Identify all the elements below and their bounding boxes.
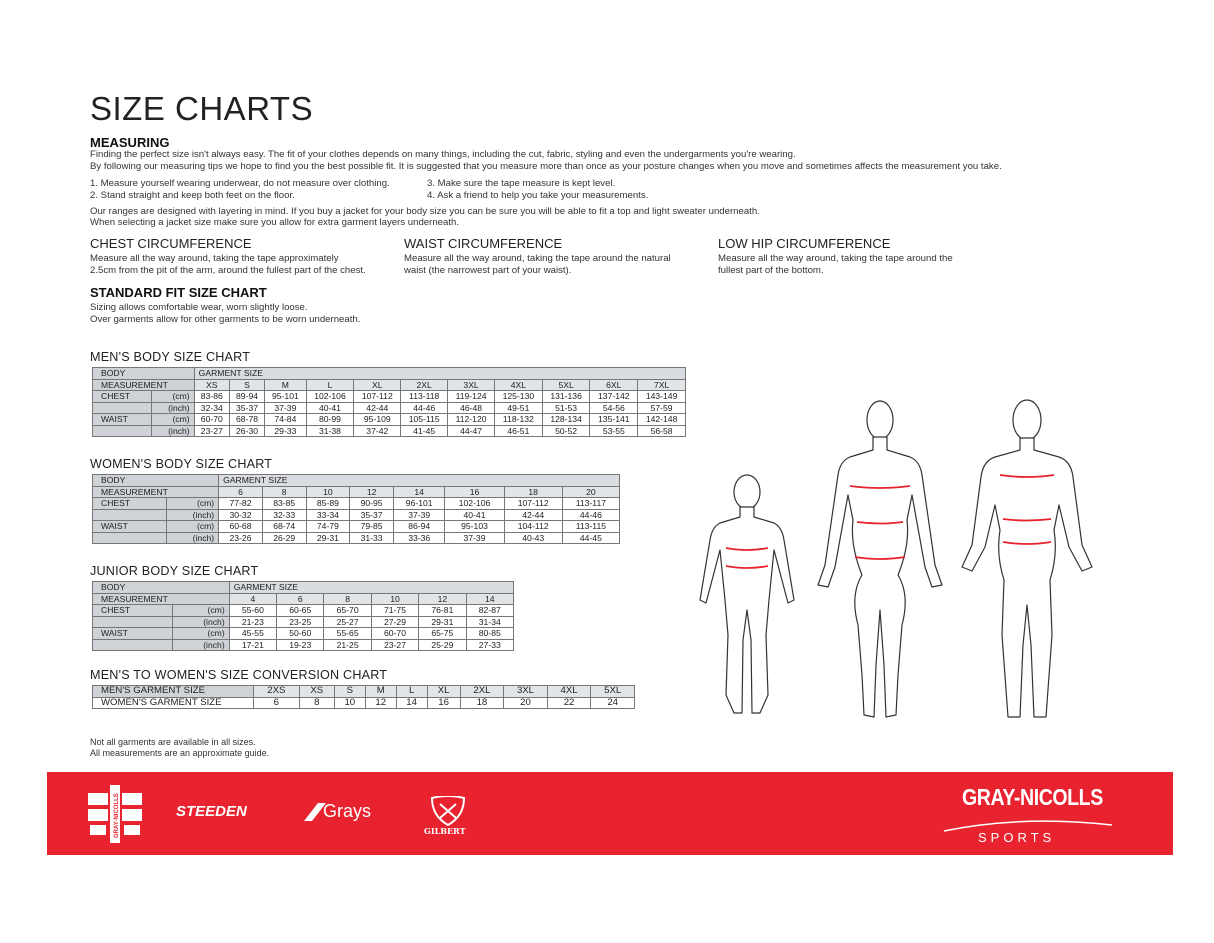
conv-cell: M <box>365 686 396 698</box>
table-cell: 54-56 <box>590 402 638 414</box>
hip-circumference-title: LOW HIP CIRCUMFERENCE <box>718 236 891 251</box>
table-cell: 17-21 <box>229 639 276 651</box>
size-header: 2XL <box>401 379 448 391</box>
size-header: 10 <box>306 486 350 498</box>
conv-cell: 24 <box>591 697 635 709</box>
grays-logo-text: Grays <box>323 801 372 821</box>
measuring-para2: By following our measuring tips we hope to find you the best possible fit. It is suggested that you measure more than once as your posture changes when you move and sometimes affects the measurement you take. <box>90 161 1002 172</box>
unit-inch: (inch) <box>172 616 229 628</box>
man-figure <box>962 400 1092 717</box>
table-cell: 60-68 <box>219 521 263 533</box>
table-cell: 33-36 <box>393 532 444 544</box>
chest-line1: Measure all the way around, taking the tape approximately <box>90 253 339 264</box>
size-header: 12 <box>350 486 394 498</box>
size-header: 7XL <box>638 379 686 391</box>
table-cell: 56-58 <box>638 425 686 437</box>
waist-line2: waist (the narrowest part of your waist). <box>404 265 572 276</box>
chest-line2: 2.5cm from the pit of the arm, around the fullest part of the chest. <box>90 265 366 276</box>
conv-cell: 22 <box>547 697 591 709</box>
body-label: BODY <box>93 368 195 380</box>
table-cell: 55-65 <box>324 628 371 640</box>
table-cell: 76-81 <box>419 605 466 617</box>
unit-cm: (cm) <box>172 605 229 617</box>
table-cell: 33-34 <box>306 509 350 521</box>
size-header: 12 <box>419 593 466 605</box>
table-cell: 25-27 <box>324 616 371 628</box>
table-cell: 74-79 <box>306 521 350 533</box>
conv-cell: XS <box>299 686 334 698</box>
size-header: 6 <box>219 486 263 498</box>
table-cell: 46-51 <box>495 425 543 437</box>
garment-size-label: GARMENT SIZE <box>219 475 620 487</box>
steeden-logo-text: STEEDEN <box>176 803 247 820</box>
table-cell: 65-70 <box>324 605 371 617</box>
conv-cell: 12 <box>365 697 396 709</box>
table-cell: 53-55 <box>590 425 638 437</box>
table-cell: 27-33 <box>466 639 513 651</box>
table-cell: 37-39 <box>445 532 504 544</box>
table-cell: 44-46 <box>401 402 448 414</box>
unit-cm: (cm) <box>166 521 218 533</box>
womens-garment-size-label: WOMEN'S GARMENT SIZE <box>93 697 254 709</box>
table-cell: 26-29 <box>262 532 306 544</box>
measuring-heading: MEASURING <box>90 135 170 150</box>
table-cell: 142-148 <box>638 414 686 426</box>
size-header: 20 <box>562 486 619 498</box>
table-cell: 30-32 <box>219 509 263 521</box>
table-cell: 86-94 <box>393 521 444 533</box>
size-header: 6 <box>277 593 324 605</box>
table-cell: 29-33 <box>265 425 306 437</box>
conv-cell: 3XL <box>504 686 548 698</box>
size-header: 4 <box>229 593 276 605</box>
table-cell: 65-75 <box>419 628 466 640</box>
table-cell: 42-44 <box>354 402 401 414</box>
mens-garment-size-label: MEN'S GARMENT SIZE <box>93 686 254 698</box>
gilbert-shield-icon <box>430 796 466 826</box>
conv-cell: 14 <box>396 697 427 709</box>
conversion-table <box>92 685 635 709</box>
table-cell: 82-87 <box>466 605 513 617</box>
conv-cell: 5XL <box>591 686 635 698</box>
child-figure <box>700 475 794 713</box>
unit-cm: (cm) <box>172 628 229 640</box>
hip-line2: fullest part of the bottom. <box>718 265 824 276</box>
table-cell: 80-85 <box>466 628 513 640</box>
hip-line1: Measure all the way around, taking the tape around the <box>718 253 953 264</box>
table-cell: 27-29 <box>371 616 418 628</box>
size-header: 4XL <box>495 379 543 391</box>
conversion-chart-title: MEN'S TO WOMEN'S SIZE CONVERSION CHART <box>90 668 388 682</box>
table-cell: 118-132 <box>495 414 543 426</box>
size-header: 14 <box>466 593 513 605</box>
table-cell: 83-86 <box>194 391 229 403</box>
table-cell: 60-70 <box>194 414 229 426</box>
measurement-label: MEASUREMENT <box>93 593 230 605</box>
gray-nicolls-main-logo: GRAY-NICOLLS <box>962 784 1103 810</box>
unit-cm: (cm) <box>166 498 218 510</box>
junior-size-table <box>92 581 514 651</box>
waist-line1: Measure all the way around, taking the tape around the natural <box>404 253 671 264</box>
table-cell: 50-60 <box>277 628 324 640</box>
table-cell: 143-149 <box>638 391 686 403</box>
size-header: 16 <box>445 486 504 498</box>
table-cell: 57-59 <box>638 402 686 414</box>
table-cell: 85-89 <box>306 498 350 510</box>
size-header: 5XL <box>542 379 590 391</box>
table-cell: 113-118 <box>401 391 448 403</box>
unit-inch: (inch) <box>152 425 194 437</box>
size-header: 6XL <box>590 379 638 391</box>
womens-chart-title: WOMEN'S BODY SIZE CHART <box>90 457 273 471</box>
size-header: 3XL <box>448 379 495 391</box>
table-cell: 31-38 <box>306 425 354 437</box>
table-cell: 44-47 <box>448 425 495 437</box>
table-cell: 50-52 <box>542 425 590 437</box>
tip-3: 3. Make sure the tape measure is kept level. <box>427 178 616 189</box>
gray-nicolls-sports-text: SPORTS <box>978 830 1056 845</box>
conv-cell: 4XL <box>547 686 591 698</box>
table-cell: 60-70 <box>371 628 418 640</box>
table-cell: 42-44 <box>504 509 562 521</box>
junior-chart-title: JUNIOR BODY SIZE CHART <box>90 564 259 578</box>
mens-size-table <box>92 367 686 437</box>
table-cell: 19-23 <box>277 639 324 651</box>
unit-cm: (cm) <box>152 391 194 403</box>
standard-fit-line2: Over garments allow for other garments to be worn underneath. <box>90 314 361 325</box>
size-header: XS <box>194 379 229 391</box>
conv-cell: L <box>396 686 427 698</box>
table-cell: 31-33 <box>350 532 394 544</box>
waist-label: WAIST <box>93 414 152 426</box>
measuring-para1: Finding the perfect size isn't always easy. The fit of your clothes depends on many things, including the cut, fabric, styling and even the undergarments you're wearing. <box>90 149 796 160</box>
conv-cell: 18 <box>460 697 504 709</box>
chest-label: CHEST <box>93 498 167 510</box>
garment-size-label: GARMENT SIZE <box>194 368 685 380</box>
table-cell: 25-29 <box>419 639 466 651</box>
table-cell: 90-95 <box>350 498 394 510</box>
table-cell: 113-115 <box>562 521 619 533</box>
table-cell: 23-25 <box>277 616 324 628</box>
table-cell: 95-103 <box>445 521 504 533</box>
table-cell: 83-85 <box>262 498 306 510</box>
table-cell: 51-53 <box>542 402 590 414</box>
standard-fit-line1: Sizing allows comfortable wear, worn slightly loose. <box>90 302 308 313</box>
table-cell: 32-33 <box>262 509 306 521</box>
unit-inch: (inch) <box>166 532 218 544</box>
table-cell: 23-26 <box>219 532 263 544</box>
table-cell: 113-117 <box>562 498 619 510</box>
table-cell: 21-25 <box>324 639 371 651</box>
body-label: BODY <box>93 582 230 594</box>
table-cell: 29-31 <box>306 532 350 544</box>
size-header: M <box>265 379 306 391</box>
table-cell: 104-112 <box>504 521 562 533</box>
steeden-logo <box>176 803 247 821</box>
measuring-para3: Our ranges are designed with layering in mind. If you buy a jacket for your body size you can be sure you will be able to fit a top and light sweater underneath. <box>90 206 760 217</box>
table-cell: 102-106 <box>445 498 504 510</box>
page-title: SIZE CHARTS <box>90 90 314 127</box>
table-cell: 89-94 <box>229 391 264 403</box>
table-cell: 37-39 <box>265 402 306 414</box>
table-cell: 21-23 <box>229 616 276 628</box>
table-cell: 37-42 <box>354 425 401 437</box>
table-cell: 32-34 <box>194 402 229 414</box>
body-label: BODY <box>93 475 219 487</box>
note-2: All measurements are an approximate guide. <box>90 748 270 758</box>
waist-label: WAIST <box>93 521 167 533</box>
table-cell: 107-112 <box>504 498 562 510</box>
table-cell: 40-41 <box>306 402 354 414</box>
table-cell: 105-115 <box>401 414 448 426</box>
note-1: Not all garments are available in all sizes. <box>90 737 256 747</box>
tip-4: 4. Ask a friend to help you take your measurements. <box>427 190 649 201</box>
conv-cell: S <box>334 686 365 698</box>
size-header: L <box>306 379 354 391</box>
conv-cell: 8 <box>299 697 334 709</box>
chest-label: CHEST <box>93 605 173 617</box>
table-cell: 60-65 <box>277 605 324 617</box>
conv-cell: XL <box>427 686 460 698</box>
table-cell: 74-84 <box>265 414 306 426</box>
table-cell: 40-41 <box>445 509 504 521</box>
conv-cell: 10 <box>334 697 365 709</box>
size-header: 8 <box>324 593 371 605</box>
table-cell: 37-39 <box>393 509 444 521</box>
mens-chart-title: MEN'S BODY SIZE CHART <box>90 350 251 364</box>
table-cell: 112-120 <box>448 414 495 426</box>
conv-cell: 2XL <box>460 686 504 698</box>
table-cell: 71-75 <box>371 605 418 617</box>
conv-cell: 20 <box>504 697 548 709</box>
waist-label: WAIST <box>93 628 173 640</box>
unit-inch: (inch) <box>152 402 194 414</box>
conv-cell: 16 <box>427 697 460 709</box>
table-cell: 125-130 <box>495 391 543 403</box>
table-cell: 95-101 <box>265 391 306 403</box>
size-header: 10 <box>371 593 418 605</box>
table-cell: 55-60 <box>229 605 276 617</box>
measuring-para4: When selecting a jacket size make sure you allow for extra garment layers underneath. <box>90 217 460 228</box>
table-cell: 107-112 <box>354 391 401 403</box>
tip-1: 1. Measure yourself wearing underwear, do not measure over clothing. <box>90 178 390 189</box>
table-cell: 35-37 <box>229 402 264 414</box>
table-cell: 102-106 <box>306 391 354 403</box>
table-cell: 35-37 <box>350 509 394 521</box>
conv-cell: 6 <box>254 697 300 709</box>
table-cell: 26-30 <box>229 425 264 437</box>
conv-cell: 2XS <box>254 686 300 698</box>
table-cell: 128-134 <box>542 414 590 426</box>
standard-fit-heading: STANDARD FIT SIZE CHART <box>90 285 267 300</box>
size-header: S <box>229 379 264 391</box>
tip-2: 2. Stand straight and keep both feet on the floor. <box>90 190 295 201</box>
measurement-label: MEASUREMENT <box>93 379 195 391</box>
table-cell: 40-43 <box>504 532 562 544</box>
table-cell: 96-101 <box>393 498 444 510</box>
table-cell: 77-82 <box>219 498 263 510</box>
size-header: 18 <box>504 486 562 498</box>
table-cell: 44-45 <box>562 532 619 544</box>
table-cell: 131-136 <box>542 391 590 403</box>
table-cell: 44-46 <box>562 509 619 521</box>
unit-inch: (inch) <box>172 639 229 651</box>
gn-logo-text: GRAY-NICOLLS <box>114 793 120 838</box>
womens-size-table <box>92 474 620 544</box>
table-cell: 29-31 <box>419 616 466 628</box>
waist-circumference-title: WAIST CIRCUMFERENCE <box>404 236 563 251</box>
table-cell: 68-78 <box>229 414 264 426</box>
gilbert-logo-text: GILBERT <box>424 826 466 836</box>
table-cell: 49-51 <box>495 402 543 414</box>
table-cell: 95-109 <box>354 414 401 426</box>
table-cell: 137-142 <box>590 391 638 403</box>
table-cell: 45-55 <box>229 628 276 640</box>
table-cell: 46-48 <box>448 402 495 414</box>
size-header: 8 <box>262 486 306 498</box>
table-cell: 41-45 <box>401 425 448 437</box>
table-cell: 23-27 <box>371 639 418 651</box>
garment-size-label: GARMENT SIZE <box>229 582 513 594</box>
measurement-label: MEASUREMENT <box>93 486 219 498</box>
table-cell: 79-85 <box>350 521 394 533</box>
table-cell: 31-34 <box>466 616 513 628</box>
size-header: 14 <box>393 486 444 498</box>
table-cell: 135-141 <box>590 414 638 426</box>
table-cell: 119-124 <box>448 391 495 403</box>
table-cell: 23-27 <box>194 425 229 437</box>
size-header: XL <box>354 379 401 391</box>
chest-circumference-title: CHEST CIRCUMFERENCE <box>90 236 252 251</box>
table-cell: 80-99 <box>306 414 354 426</box>
unit-inch: (inch) <box>166 509 218 521</box>
chest-label: CHEST <box>93 391 152 403</box>
body-figures-illustration <box>690 395 1110 725</box>
table-cell: 68-74 <box>262 521 306 533</box>
unit-cm: (cm) <box>152 414 194 426</box>
